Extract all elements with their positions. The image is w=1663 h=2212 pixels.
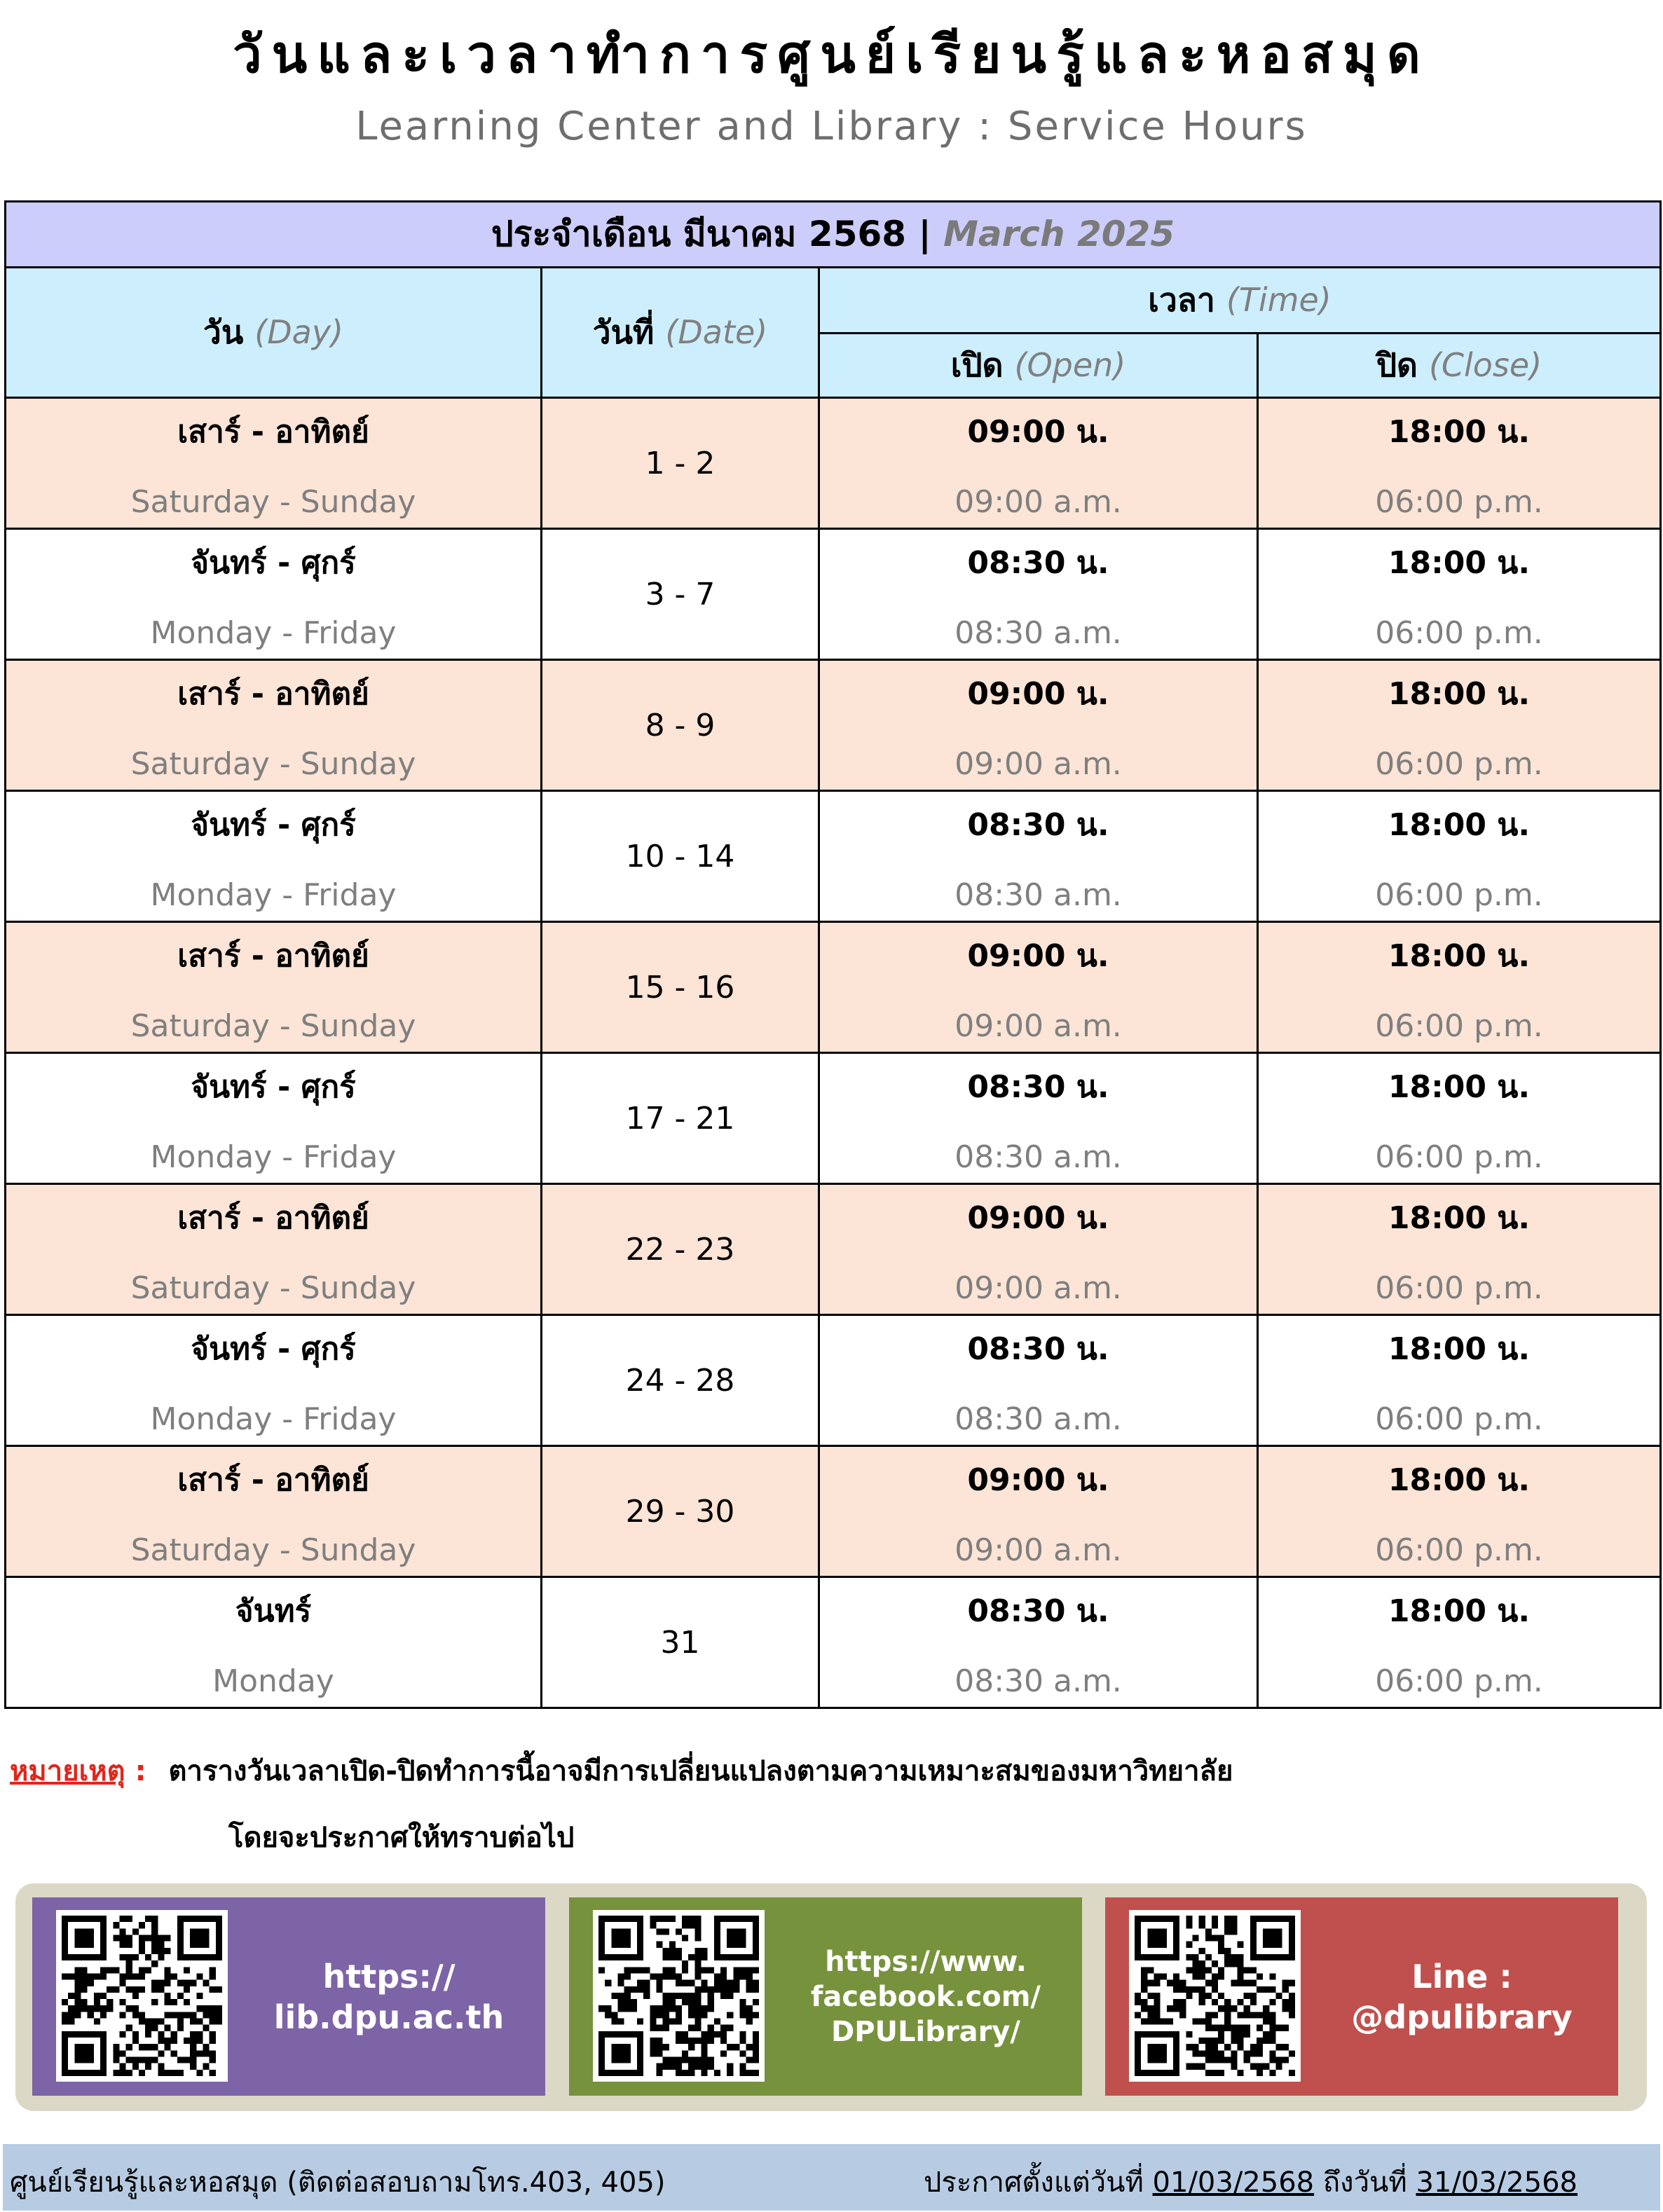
- announce-to-date: 31/03/2568: [1416, 2166, 1578, 2199]
- date-cell: 31: [542, 1577, 819, 1708]
- page-subtitle: Learning Center and Library : Service Hours: [355, 104, 1308, 149]
- day-cell: [6, 922, 542, 1053]
- announce-from-date: 01/03/2568: [1152, 2166, 1315, 2199]
- close-th: 18:00 น.: [1388, 675, 1531, 712]
- website-line-2: lib.dpu.ac.th: [273, 1998, 505, 2036]
- announce-prefix: ประกาศตั้งแต่วันที่: [923, 2166, 1144, 2199]
- open-en: 09:00 a.m.: [954, 1270, 1122, 1306]
- open-en: 09:00 a.m.: [954, 746, 1122, 782]
- day-cell: [6, 398, 542, 529]
- close-en: 06:00 p.m.: [1375, 483, 1543, 520]
- day-th: จันทร์ - ศุกร์: [191, 544, 356, 581]
- schedule-rows: [6, 398, 1661, 1708]
- month-header: [6, 202, 1661, 268]
- col-header-open: [819, 334, 1258, 398]
- close-th: 18:00 น.: [1388, 544, 1531, 581]
- open-en: 08:30 a.m.: [954, 614, 1122, 651]
- col-header-day: [6, 268, 542, 398]
- website-text: [242, 1897, 535, 2096]
- open-th: 09:00 น.: [967, 413, 1109, 450]
- date-cell: 3 - 7: [542, 529, 819, 660]
- close-cell: [1258, 1053, 1661, 1184]
- remark-line-2: โดยจะประกาศให้ทราบต่อไป: [228, 1822, 575, 1854]
- day-en: Saturday - Sunday: [130, 1270, 416, 1306]
- footer-bar: [3, 2144, 1660, 2211]
- open-cell: [819, 922, 1258, 1053]
- open-th: 09:00 น.: [967, 937, 1109, 974]
- close-cell: [1258, 1315, 1661, 1446]
- close-th: 18:00 น.: [1388, 1331, 1531, 1367]
- open-en: 08:30 a.m.: [954, 1401, 1122, 1437]
- footer-contact: ศูนย์เรียนรู้และหอสมุด (ติดต่อสอบถามโทร.403, 405): [10, 2166, 666, 2199]
- open-th: 08:30 น.: [967, 1069, 1109, 1105]
- line-line-2: @dpulibrary: [1351, 1998, 1573, 2036]
- col-day-th: วัน: [203, 313, 244, 351]
- close-cell: [1258, 791, 1661, 922]
- col-open-th: เปิด: [950, 346, 1004, 384]
- qr-code-icon: [1129, 1910, 1301, 2082]
- facebook-line-2: facebook.com/: [810, 1980, 1041, 2013]
- table-row: [6, 1577, 1661, 1708]
- day-en: Monday: [212, 1663, 334, 1699]
- remark: [10, 1748, 1233, 1793]
- col-date-th: วันที่: [592, 313, 655, 351]
- line-text: [1315, 1897, 1608, 2096]
- open-cell: [819, 398, 1258, 529]
- col-time-en: (Time): [1226, 281, 1332, 319]
- day-th: เสาร์ - อาทิตย์: [177, 675, 369, 712]
- date-cell: 29 - 30: [542, 1446, 819, 1577]
- close-th: 18:00 น.: [1388, 413, 1531, 450]
- close-cell: [1258, 398, 1661, 529]
- table-row: [6, 922, 1661, 1053]
- day-th: เสาร์ - อาทิตย์: [177, 413, 369, 450]
- open-cell: [819, 1184, 1258, 1315]
- day-cell: [6, 1053, 542, 1184]
- table-row: [6, 1053, 1661, 1184]
- day-en: Monday - Friday: [150, 614, 397, 651]
- announce-to-prefix: ถึงวันที่: [1322, 2166, 1407, 2199]
- website-card[interactable]: [32, 1897, 545, 2096]
- close-en: 06:00 p.m.: [1375, 614, 1543, 651]
- day-th: จันทร์: [235, 1593, 312, 1629]
- contact-bar: [15, 1883, 1647, 2111]
- facebook-line-3: DPULibrary/: [831, 2015, 1020, 2048]
- qr-website: [62, 1916, 222, 2076]
- remark-colon: :: [135, 1755, 146, 1787]
- close-th: 18:00 น.: [1388, 806, 1531, 843]
- day-en: Saturday - Sunday: [130, 746, 416, 782]
- open-cell: [819, 1053, 1258, 1184]
- open-th: 09:00 น.: [967, 675, 1109, 712]
- day-th: เสาร์ - อาทิตย์: [177, 937, 369, 974]
- date-cell: 24 - 28: [542, 1315, 819, 1446]
- table-row: [6, 529, 1661, 660]
- date-cell: 15 - 16: [542, 922, 819, 1053]
- date-cell: 8 - 9: [542, 660, 819, 791]
- day-cell: [6, 1315, 542, 1446]
- table-row: [6, 660, 1661, 791]
- date-cell: 10 - 14: [542, 791, 819, 922]
- website-line-1: https://: [322, 1957, 456, 1995]
- table-row: [6, 1184, 1661, 1315]
- close-en: 06:00 p.m.: [1375, 1401, 1543, 1437]
- day-cell: [6, 1446, 542, 1577]
- col-close-en: (Close): [1428, 346, 1542, 384]
- facebook-line-1: https://www.: [825, 1945, 1027, 1978]
- page-title: วันและเวลาทำการศูนย์เรียนรู้และหอสมุด: [233, 25, 1430, 85]
- day-en: Saturday - Sunday: [130, 1532, 416, 1568]
- col-header-date: [542, 268, 819, 398]
- day-en: Monday - Friday: [150, 877, 397, 913]
- col-header-time: [819, 268, 1661, 334]
- open-cell: [819, 1315, 1258, 1446]
- day-cell: [6, 791, 542, 922]
- open-th: 09:00 น.: [967, 1462, 1109, 1498]
- month-en: March 2025: [943, 214, 1175, 254]
- qr-code-icon: [593, 1910, 765, 2082]
- close-th: 18:00 น.: [1388, 1069, 1531, 1105]
- remark-label: หมายเหตุ: [10, 1755, 125, 1787]
- facebook-card[interactable]: [569, 1897, 1082, 2096]
- line-line-1: Line :: [1411, 1957, 1512, 1995]
- day-th: จันทร์ - ศุกร์: [191, 806, 356, 843]
- day-th: เสาร์ - อาทิตย์: [177, 1462, 369, 1498]
- close-th: 18:00 น.: [1388, 1200, 1531, 1236]
- open-cell: [819, 1577, 1258, 1708]
- close-en: 06:00 p.m.: [1375, 1270, 1543, 1306]
- close-cell: [1258, 922, 1661, 1053]
- day-th: จันทร์ - ศุกร์: [191, 1069, 356, 1105]
- date-cell: 17 - 21: [542, 1053, 819, 1184]
- qr-facebook: [598, 1916, 759, 2076]
- day-th: เสาร์ - อาทิตย์: [177, 1200, 369, 1236]
- open-cell: [819, 660, 1258, 791]
- date-cell: 1 - 2: [542, 398, 819, 529]
- facebook-text: [779, 1897, 1072, 2096]
- day-cell: [6, 529, 542, 660]
- line-card[interactable]: [1105, 1897, 1618, 2096]
- remark-line-1: ตารางวันเวลาเปิด-ปิดทำการนี้อาจมีการเปลี่ยนแปลงตามความเหมาะสมของมหาวิทยาลัย: [168, 1755, 1233, 1787]
- col-open-en: (Open): [1014, 346, 1126, 384]
- open-en: 08:30 a.m.: [954, 1663, 1122, 1699]
- day-cell: [6, 660, 542, 791]
- open-th: 08:30 น.: [967, 1593, 1109, 1629]
- table-row: [6, 1446, 1661, 1577]
- open-th: 08:30 น.: [967, 544, 1109, 581]
- open-th: 09:00 น.: [967, 1200, 1109, 1236]
- col-date-en: (Date): [665, 313, 768, 351]
- month-th: ประจำเดือน มีนาคม 2568 |: [491, 214, 931, 254]
- open-cell: [819, 1446, 1258, 1577]
- open-cell: [819, 529, 1258, 660]
- close-cell: [1258, 1184, 1661, 1315]
- close-th: 18:00 น.: [1388, 1593, 1531, 1629]
- close-en: 06:00 p.m.: [1375, 746, 1543, 782]
- close-th: 18:00 น.: [1388, 937, 1531, 974]
- close-cell: [1258, 1446, 1661, 1577]
- close-en: 06:00 p.m.: [1375, 1532, 1543, 1568]
- close-en: 06:00 p.m.: [1375, 1663, 1543, 1699]
- close-en: 06:00 p.m.: [1375, 877, 1543, 913]
- qr-line: [1135, 1916, 1295, 2076]
- table-row: [6, 1315, 1661, 1446]
- close-th: 18:00 น.: [1388, 1462, 1531, 1498]
- open-en: 08:30 a.m.: [954, 877, 1122, 913]
- col-close-th: ปิด: [1376, 346, 1418, 384]
- day-en: Monday - Friday: [150, 1139, 397, 1175]
- day-en: Monday - Friday: [150, 1401, 397, 1437]
- table-row: [6, 791, 1661, 922]
- open-en: 08:30 a.m.: [954, 1139, 1122, 1175]
- open-cell: [819, 791, 1258, 922]
- open-en: 09:00 a.m.: [954, 483, 1122, 520]
- day-th: จันทร์ - ศุกร์: [191, 1331, 356, 1367]
- day-en: Saturday - Sunday: [130, 483, 416, 520]
- close-cell: [1258, 529, 1661, 660]
- day-cell: [6, 1184, 542, 1315]
- table-row: [6, 398, 1661, 529]
- date-cell: 22 - 23: [542, 1184, 819, 1315]
- day-cell: [6, 1577, 542, 1708]
- open-th: 08:30 น.: [967, 806, 1109, 843]
- col-header-close: [1258, 334, 1661, 398]
- close-cell: [1258, 1577, 1661, 1708]
- close-en: 06:00 p.m.: [1375, 1008, 1543, 1044]
- footer-announce: [924, 2159, 1578, 2204]
- service-hours-table: [4, 200, 1662, 1709]
- qr-code-icon: [56, 1910, 228, 2082]
- open-en: 09:00 a.m.: [954, 1532, 1122, 1568]
- close-cell: [1258, 660, 1661, 791]
- close-en: 06:00 p.m.: [1375, 1139, 1543, 1175]
- open-th: 08:30 น.: [967, 1331, 1109, 1367]
- day-en: Saturday - Sunday: [130, 1008, 416, 1044]
- col-time-th: เวลา: [1148, 281, 1215, 319]
- open-en: 09:00 a.m.: [954, 1008, 1122, 1044]
- col-day-en: (Day): [254, 313, 344, 351]
